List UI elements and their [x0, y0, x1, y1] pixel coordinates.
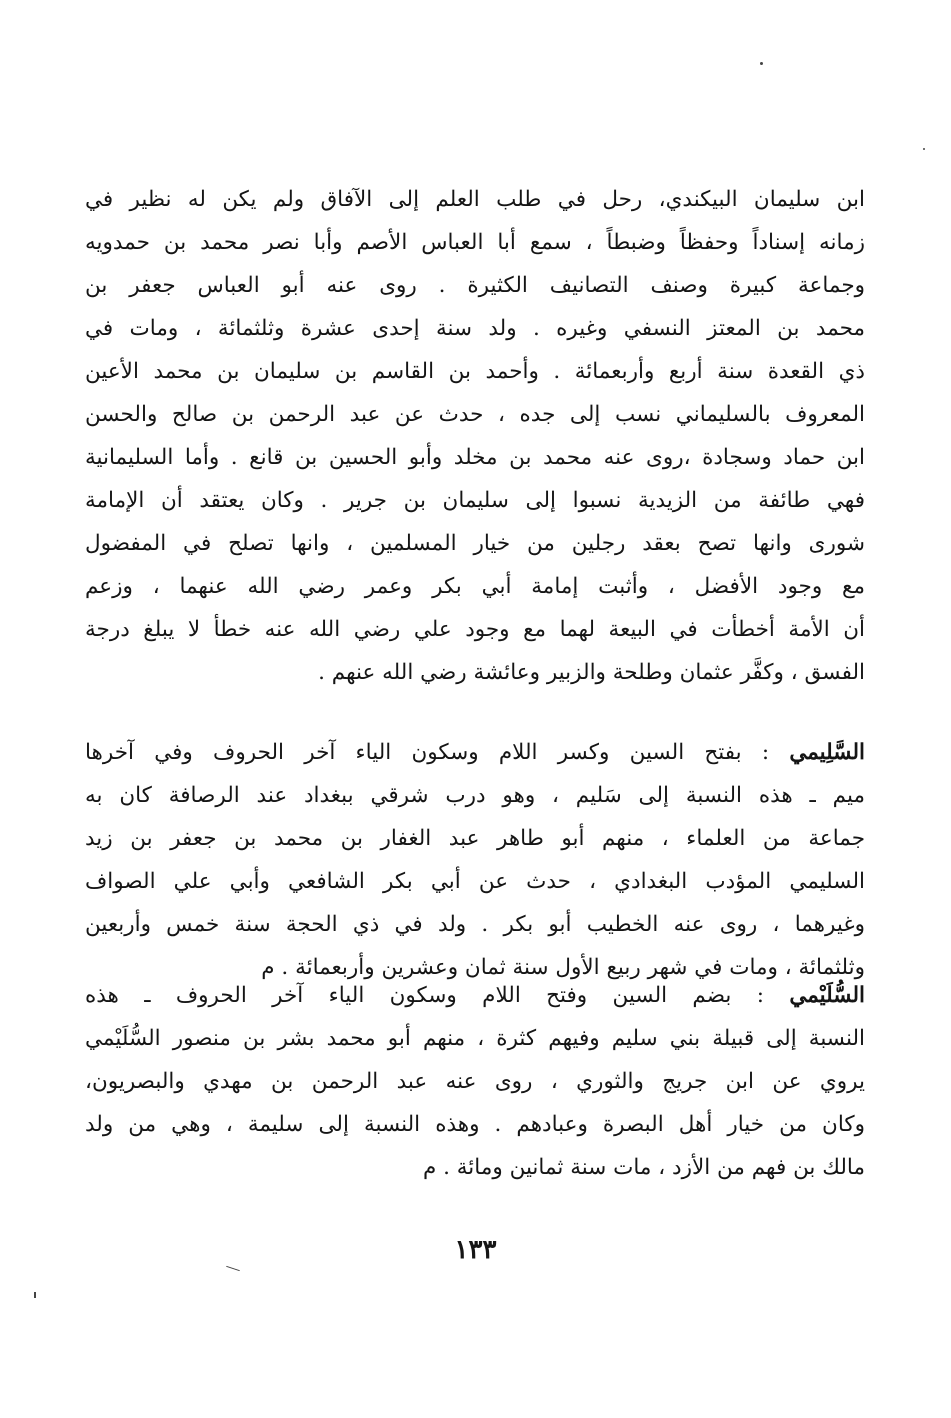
text-line: زمانه إسناداً وحفظاً وضبطاً ، سمع أبا العباس الأصم وأبا نصر محمد بن حمدويه: [85, 230, 865, 255]
text-line: شورى وانها تصح بعقد رجلين من خيار المسلمين ، وانها تصلح في المفضول: [85, 531, 865, 556]
text-line: فهي طائفة من الزيدية نسبوا إلى سليمان بن جرير . وكان يعتقد أن الإمامة: [85, 488, 865, 513]
page-number: ١٣٣: [454, 1235, 497, 1265]
entry-first-line: [85, 974, 865, 1017]
text-line: مالك بن فهم من الأزد ، مات سنة ثمانين ومائة . م: [422, 1155, 865, 1180]
text-line: وكان من خيار أهل البصرة وعبادهم . وهذه النسبة إلى سليمة ، وهي من ولد: [85, 1112, 865, 1137]
text-line: أن الأمة أخطأت في البيعة لهما مع وجود علي رضي الله عنه خطأ لا يبلغ درجة: [85, 617, 865, 642]
entry-sulaymi: [85, 974, 865, 1189]
text-line: ميم ـ هذه النسبة إلى سَليم ، وهو درب شرقي ببغداد عند الرصافة كان به: [85, 783, 865, 808]
text-line: ذي القعدة سنة أربع وأربعمائة . وأحمد بن القاسم بن سليمان بن محمد الأعين: [85, 359, 865, 384]
text-line: وثلثمائة ، ومات في شهر ربيع الأول سنة ثمان وعشرين وأربعمائة . م: [261, 955, 865, 980]
text-line: المعروف بالسليماني نسب إلى جده ، حدث عن عبد الرحمن بن صالح والحسن: [85, 402, 865, 427]
scan-speck: [226, 1266, 240, 1271]
text-line: جماعة من العلماء ، منهم أبو طاهر عبد الغفار بن محمد بن جعفر بن زيد: [85, 826, 865, 851]
text-line: النسبة إلى قبيلة بني سليم وفيهم كثرة ، منهم أبو محمد بشر بن منصور السُّلَيْمي: [85, 1026, 865, 1051]
entry-first-line-text: : بفتح السين وكسر اللام وسكون الياء آخر الحروف وفي آخرها: [85, 740, 770, 765]
text-line: مع وجود الأفضل ، وأثبت إمامة أبي بكر وعمر رضي الله عنهما ، وزعم: [85, 574, 865, 599]
entry-salimi: [85, 731, 865, 989]
scan-speck: [34, 1292, 36, 1298]
text-line: ابن سليمان البيكندي، رحل في طلب العلم إلى الآفاق ولم يكن له نظير في: [85, 187, 865, 212]
entry-first-line: [85, 731, 865, 774]
text-line: الفسق ، وكفَّر عثمان وطلحة والزبير وعائشة رضي الله عنهم .: [318, 660, 865, 685]
entry-headword: السُّلَيْمي: [789, 983, 865, 1008]
text-line: ابن حماد وسجادة ،روى عنه محمد بن مخلد وأبو الحسين بن قانع . وأما السليمانية: [85, 445, 865, 470]
entry-first-line-text: : بضم السين وفتح اللام وسكون الياء آخر الحروف ـ هذه: [85, 983, 764, 1008]
scan-speck: [760, 62, 763, 65]
entry-continuation: [85, 178, 865, 694]
text-line: يروي عن ابن جريج والثوري ، روى عنه عبد الرحمن بن مهدي والبصريون،: [85, 1069, 865, 1094]
text-line: السليمي المؤدب البغدادي ، حدث عن أبي بكر الشافعي وأبي علي الصواف: [85, 869, 865, 894]
scan-speck: [923, 148, 925, 150]
text-line: محمد بن المعتز النسفي وغيره . ولد سنة إحدى عشرة وثلثمائة ، ومات في: [85, 316, 865, 341]
text-line: وجماعة كبيرة وصنف التصانيف الكثيرة . روى عنه أبو العباس جعفر بن: [85, 273, 865, 298]
text-line: وغيرهما ، روى عنه الخطيب أبو بكر . ولد في ذي الحجة سنة خمس وأربعين: [85, 912, 865, 937]
entry-headword: السَّلِيمي: [789, 740, 865, 765]
